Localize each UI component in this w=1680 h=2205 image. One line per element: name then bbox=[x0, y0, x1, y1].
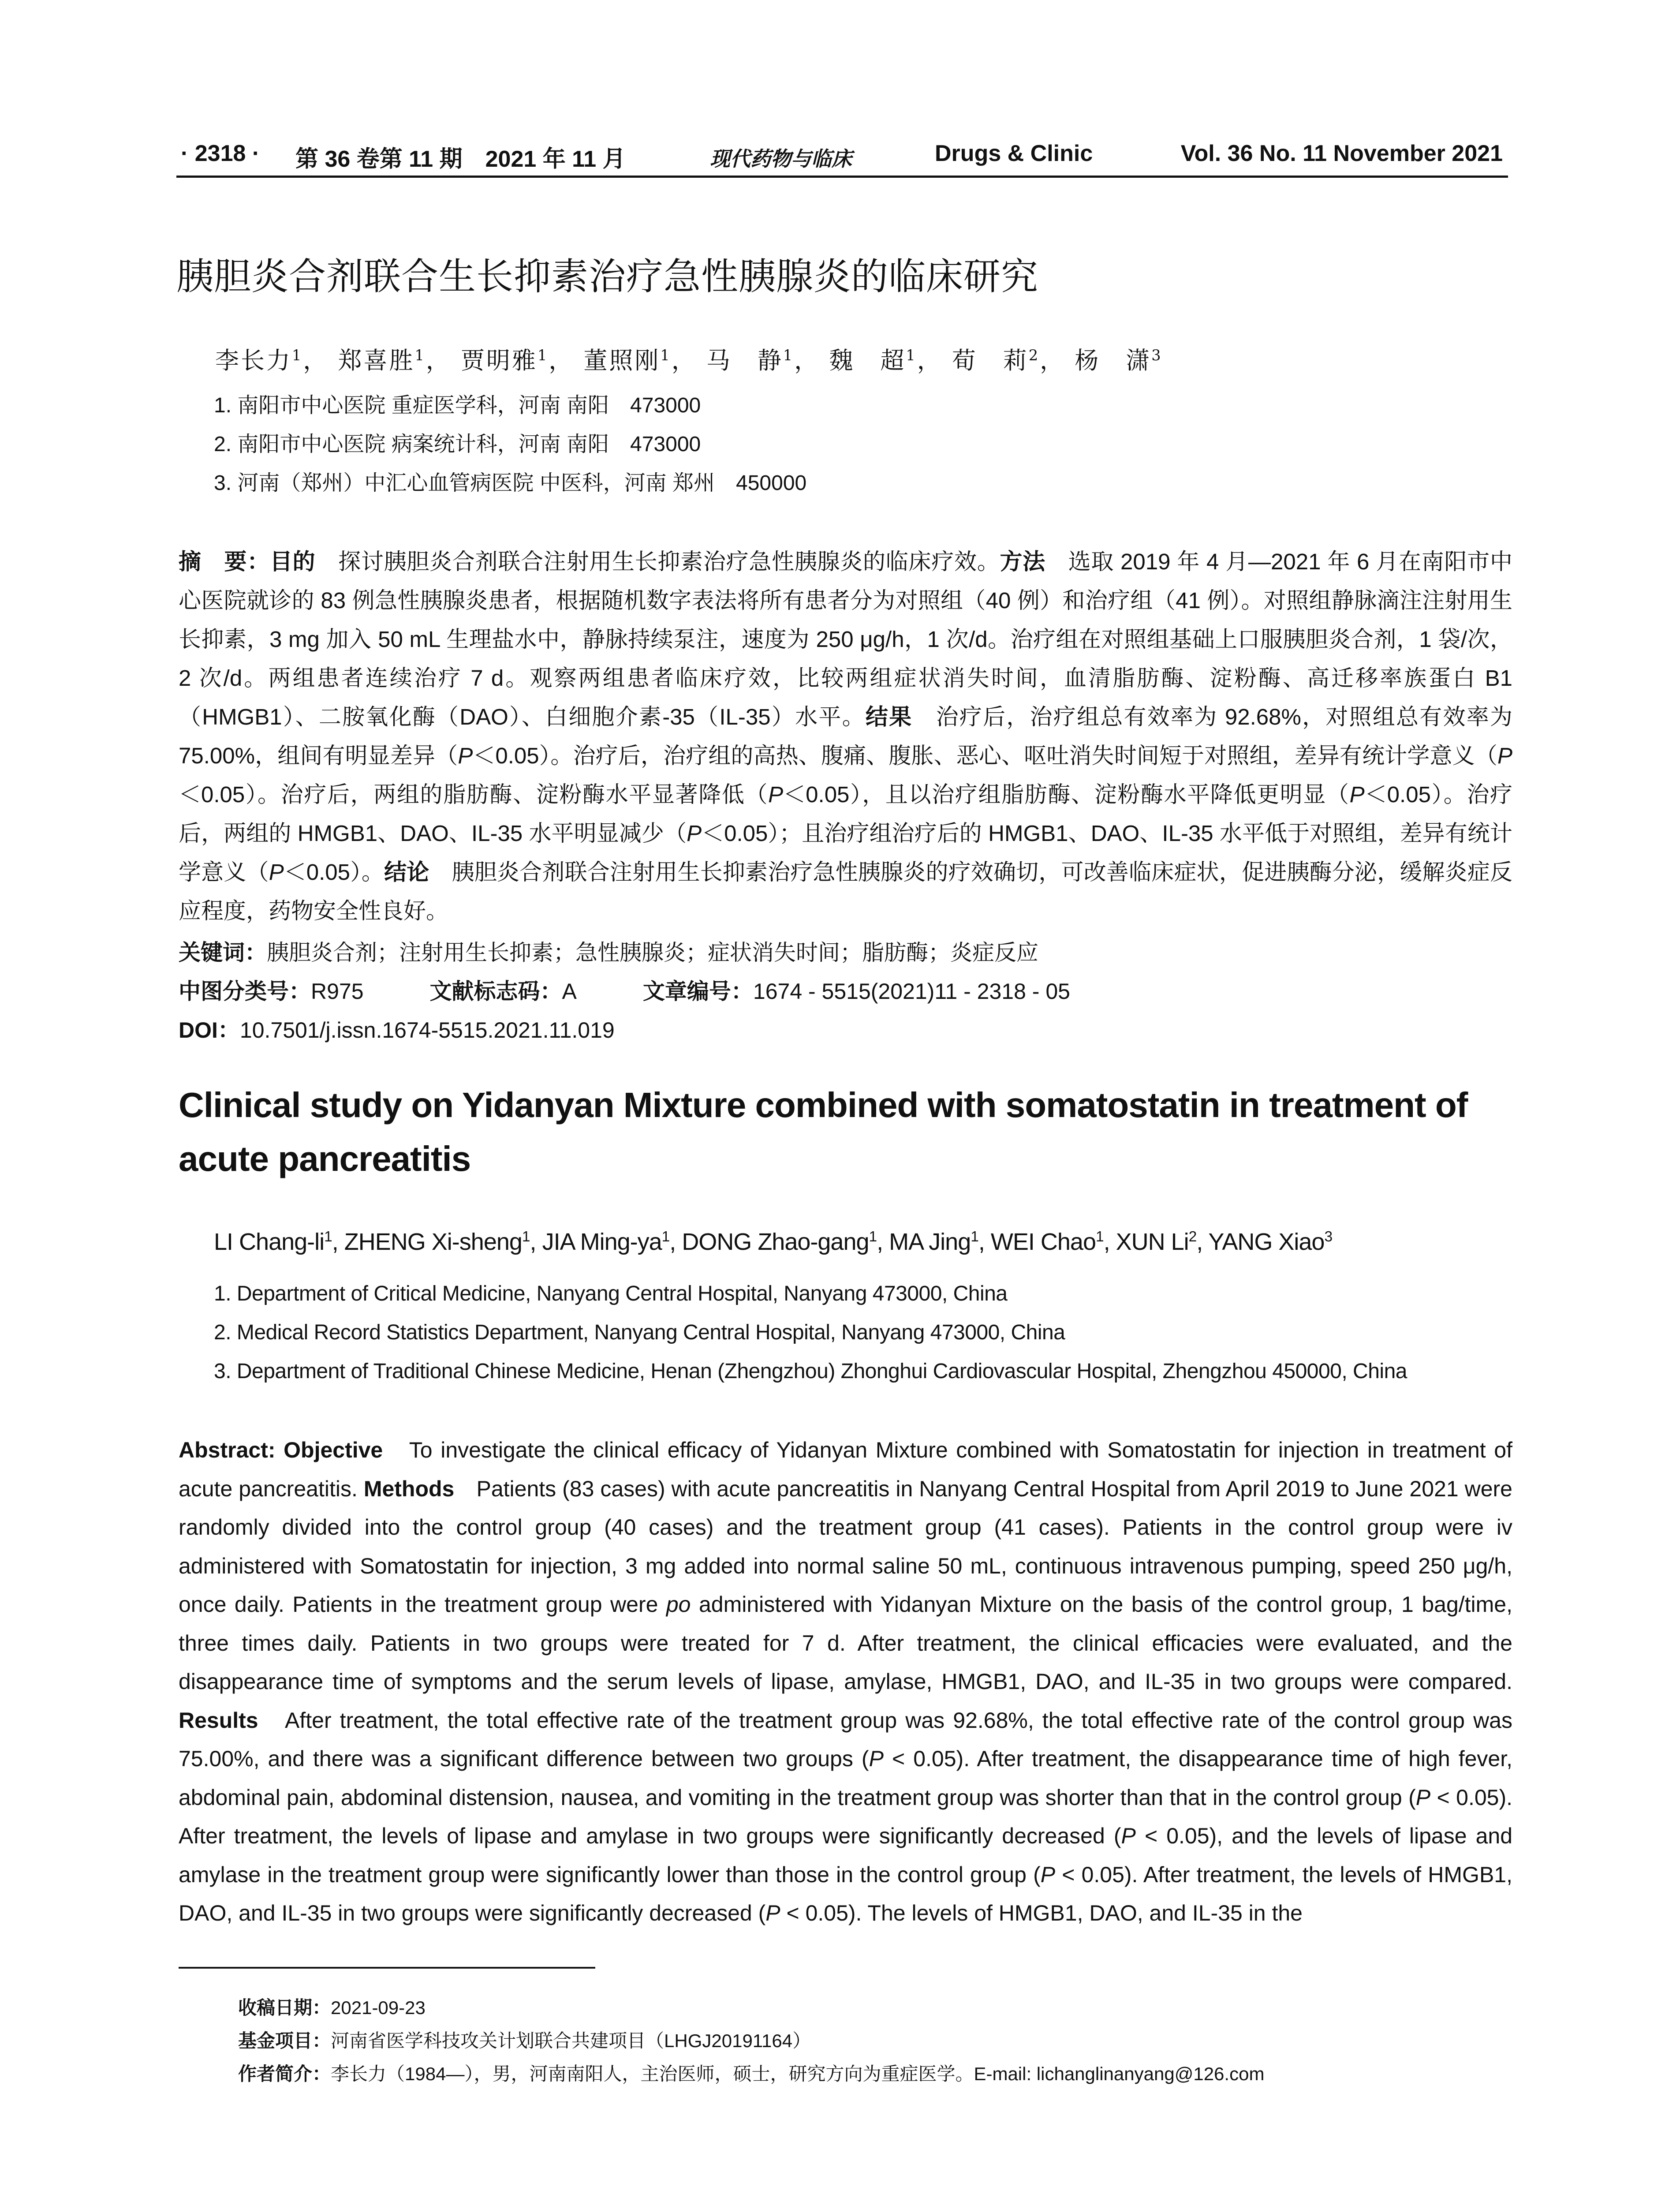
author-zh: 荀 莉 bbox=[952, 347, 1029, 374]
author-zh: 魏 超 bbox=[829, 347, 906, 374]
footnote-fund: 基金项目：河南省医学科技攻关计划联合共建项目（LHGJ20191164） bbox=[238, 2030, 811, 2051]
conclusion-label-zh: 结论 bbox=[384, 860, 429, 885]
page-number: · 2318 · bbox=[181, 141, 260, 166]
classification-line: 中图分类号：R975 文献标志码：A 文章编号：1674 - 5515(2021)11 - 2318 - 05 bbox=[179, 979, 1070, 1004]
title-zh: 胰胆炎合剂联合生长抑素治疗急性胰腺炎的临床研究 bbox=[176, 256, 1039, 297]
results-label-en: Results bbox=[179, 1708, 258, 1733]
abstract-en: Abstract: Objective To investigate the clinical efficacy of Yidanyan Mixture combined with Somatostatin for injection in treatment of acute pancreatitis. Methods Patients (83 cases) with acute pancreatitis in Nanyang Central Hospital from April 2019 to June 2021 were randomly divided into the control group (40 cases) and the treatment group (41 cases). Patients in the control group were iv administered with Somatostatin for injection, 3 mg added into normal saline 50 mL, continuous intravenous pumping, speed 250 μg/h, once daily. Patients in the treatment group were po administered with Yidanyan Mixture on the basis of the control group, 1 bag/time, three times daily. Patients in two groups were treated for 7 d. After treatment, the clinical efficacies were evaluated, and the disappearance time of symptoms and the serum levels of lipase, amylase, HMGB1, DAO, and IL-35 in two groups were compared. Results After treatment, the total effective rate of the treatment group was 92.68%, the total effective rate of the control group was 75.00%, and there was a significant difference between two groups (P < 0.05). After treatment, the disappearance time of high fever, abdominal pain, abdominal distension, nausea, and vomiting in the treatment group was shorter than that in the control group (P < 0.05). After treatment, the levels of lipase and amylase in two groups were significantly decreased (P < 0.05), and the levels of lipase and amylase in the treatment group were significantly lower than those in the control group (P < 0.05). After treatment, the levels of HMGB1, DAO, and IL-35 in two groups were significantly decreased (P < 0.05). The levels of HMGB1, DAO, and IL-35 in the bbox=[179, 1438, 1513, 1925]
footnote-author-bio: 作者简介：李长力（1984—），男，河南南阳人，主治医师，硕士，研究方向为重症医学。E-mail: lichanglinanyang@126.com bbox=[238, 2063, 1265, 2084]
results-label-zh: 结果 bbox=[865, 704, 913, 729]
abstract-label-en: Abstract: Objective bbox=[179, 1438, 383, 1462]
affiliation-en-2: 2. Medical Record Statistics Department, Nanyang Central Hospital, Nanyang 473000, China bbox=[214, 1321, 1065, 1344]
journal-name-zh: 现代药物与临床 bbox=[710, 147, 852, 171]
methods-label-zh: 方法 bbox=[1000, 549, 1045, 574]
issue-info-zh: 第 36 卷第 11 期 2021 年 11 月 bbox=[295, 146, 626, 172]
footnote-received: 收稿日期：2021-09-23 bbox=[238, 1997, 426, 2018]
affiliation-zh-1: 1. 南阳市中心医院 重症医学科，河南 南阳 473000 bbox=[214, 394, 701, 417]
title-en: Clinical study on Yidanyan Mixture combined with somatostatin in treatment of acute pancreatitis bbox=[179, 1085, 1468, 1178]
author-zh: 郑喜胜 bbox=[338, 347, 415, 374]
authors-en: LI Chang-$li^1$, ZHENG Xi-sheng$^1$, JIA Ming-$ya^1$, DONG Zhao-gang$^1$, MA Jing$^1$, WEI Chao$^1$, XUN Li$^2$, YANG Xiao$^3$ bbox=[214, 1229, 1333, 1255]
issue-info-en: Vol. 36 No. 11 November 2021 bbox=[1180, 141, 1503, 166]
author-zh: 杨 潇 bbox=[1075, 347, 1152, 374]
affiliation-zh-2: 2. 南阳市中心医院 病案统计科，河南 南阳 473000 bbox=[214, 433, 701, 456]
author-zh: 李长力 bbox=[215, 347, 292, 374]
abstract-label-zh: 摘 要： bbox=[179, 549, 270, 574]
methods-text-zh: 选取 2019 年 4 月—2021 年 6 月在南阳市中心医院就诊的 83 例急性胰腺炎患者，根据随机数字表法将所有患者分为对照组（40 例）和治疗组（41 例）。对照组静脉滴注注射用生长抑素，3 mg 加入 50 mL 生理盐水中，静脉持续泵注，速度为 250 μg/h，1 次/d。治疗组在对照组基础上口服胰胆炎合剂，1 袋/次，2 次/d。两组患者连续治疗 7 d。观察两组患者临床疗效，比较两组症状消失时间，血清脂肪酶、淀粉酶、高迁移率族蛋白 B1（HMGB1）、二胺氧化酶（DAO）、白细胞介素-35（IL-35）水平。 bbox=[179, 549, 1512, 729]
doi: DOI：10.7501/j.issn.1674-5515.2021.11.019 bbox=[179, 1018, 615, 1043]
keywords-zh: 关键词：胰胆炎合剂；注射用生长抑素；急性胰腺炎；症状消失时间；脂肪酶；炎症反应 bbox=[179, 940, 1038, 965]
affiliation-en-3: 3. Department of Traditional Chinese Medicine, Henan (Zhengzhou) Zhonghui Cardiovascular Hospital, Zhengzhou 450000, China bbox=[214, 1360, 1407, 1383]
affiliation-zh-3: 3. 河南（郑州）中汇心血管病医院 中医科，河南 郑州 450000 bbox=[214, 471, 807, 495]
objective-text-zh: 探讨胰胆炎合剂联合注射用生长抑素治疗急性胰腺炎的临床疗效。 bbox=[315, 549, 1000, 574]
footnote-divider bbox=[179, 1967, 595, 1969]
author-zh: 贾明雅 bbox=[460, 347, 538, 374]
authors-zh: 李长力$^1$， 郑喜胜$^1$， 贾明雅$^1$， 董照刚$^1$， 马 静$^1$， 魏 超$^1$， 荀 莉$^2$， 杨 潇$^3$ bbox=[215, 347, 1163, 374]
running-header bbox=[176, 140, 1508, 178]
author-zh: 董照刚 bbox=[583, 347, 661, 374]
objective-label-zh: 目的 bbox=[269, 549, 316, 574]
conclusion-text-zh: 胰胆炎合剂联合注射用生长抑素治疗急性胰腺炎的疗效确切，可改善临床症状，促进胰酶分泌，缓解炎症反应程度，药物安全性良好。 bbox=[179, 860, 1512, 923]
methods-label-en: Methods bbox=[363, 1476, 455, 1501]
author-zh: 马 静 bbox=[706, 347, 783, 374]
abstract-zh: 摘 要：目的 探讨胰胆炎合剂联合注射用生长抑素治疗急性胰腺炎的临床疗效。方法 选取 2019 年 4 月—2021 年 6 月在南阳市中心医院就诊的 83 例急性胰腺炎患者，根据随机数字表法将所有患者分为对照组（40 例）和治疗组（41 例）。对照组静脉滴注注射用生长抑素，3 mg 加入 50 mL 生理盐水中，静脉持续泵注，速度为 250 μg/h，1 次/d。治疗组在对照组基础上口服胰胆炎合剂，1 袋/次，2 次/d。两组患者连续治疗 7 d。观察两组患者临床疗效，比较两组症状消失时间，血清脂肪酶、淀粉酶、高迁移率族蛋白 B1（HMGB1）、二胺氧化酶（DAO）、白细胞介素-35（IL-35）水平。结果 治疗后，治疗组总有效率为 92.68%，对照组总有效率为 75.00%，组间有明显差异（P＜0.05）。治疗后，治疗组的高热、腹痛、腹胀、恶心、呕吐消失时间短于对照组，差异有统计学意义（P＜0.05）。治疗后，两组的脂肪酶、淀粉酶水平显著降低（P＜0.05），且以治疗组脂肪酶、淀粉酶水平降低更明显（P＜0.05）。治疗后，两组的 HMGB1、DAO、IL-35 水平明显减少（P＜0.05）；且治疗组治疗后的 HMGB1、DAO、IL-35 水平低于对照组，差异有统计学意义（P＜0.05）。结论 胰胆炎合剂联合注射用生长抑素治疗急性胰腺炎的疗效确切，可改善临床症状，促进胰酶分泌，缓解炎症反应程度，药物安全性良好。 bbox=[179, 549, 1513, 923]
affiliation-en-1: 1. Department of Critical Medicine, Nanyang Central Hospital, Nanyang 473000, China bbox=[214, 1282, 1008, 1305]
journal-name-en: Drugs & Clinic bbox=[935, 141, 1093, 166]
